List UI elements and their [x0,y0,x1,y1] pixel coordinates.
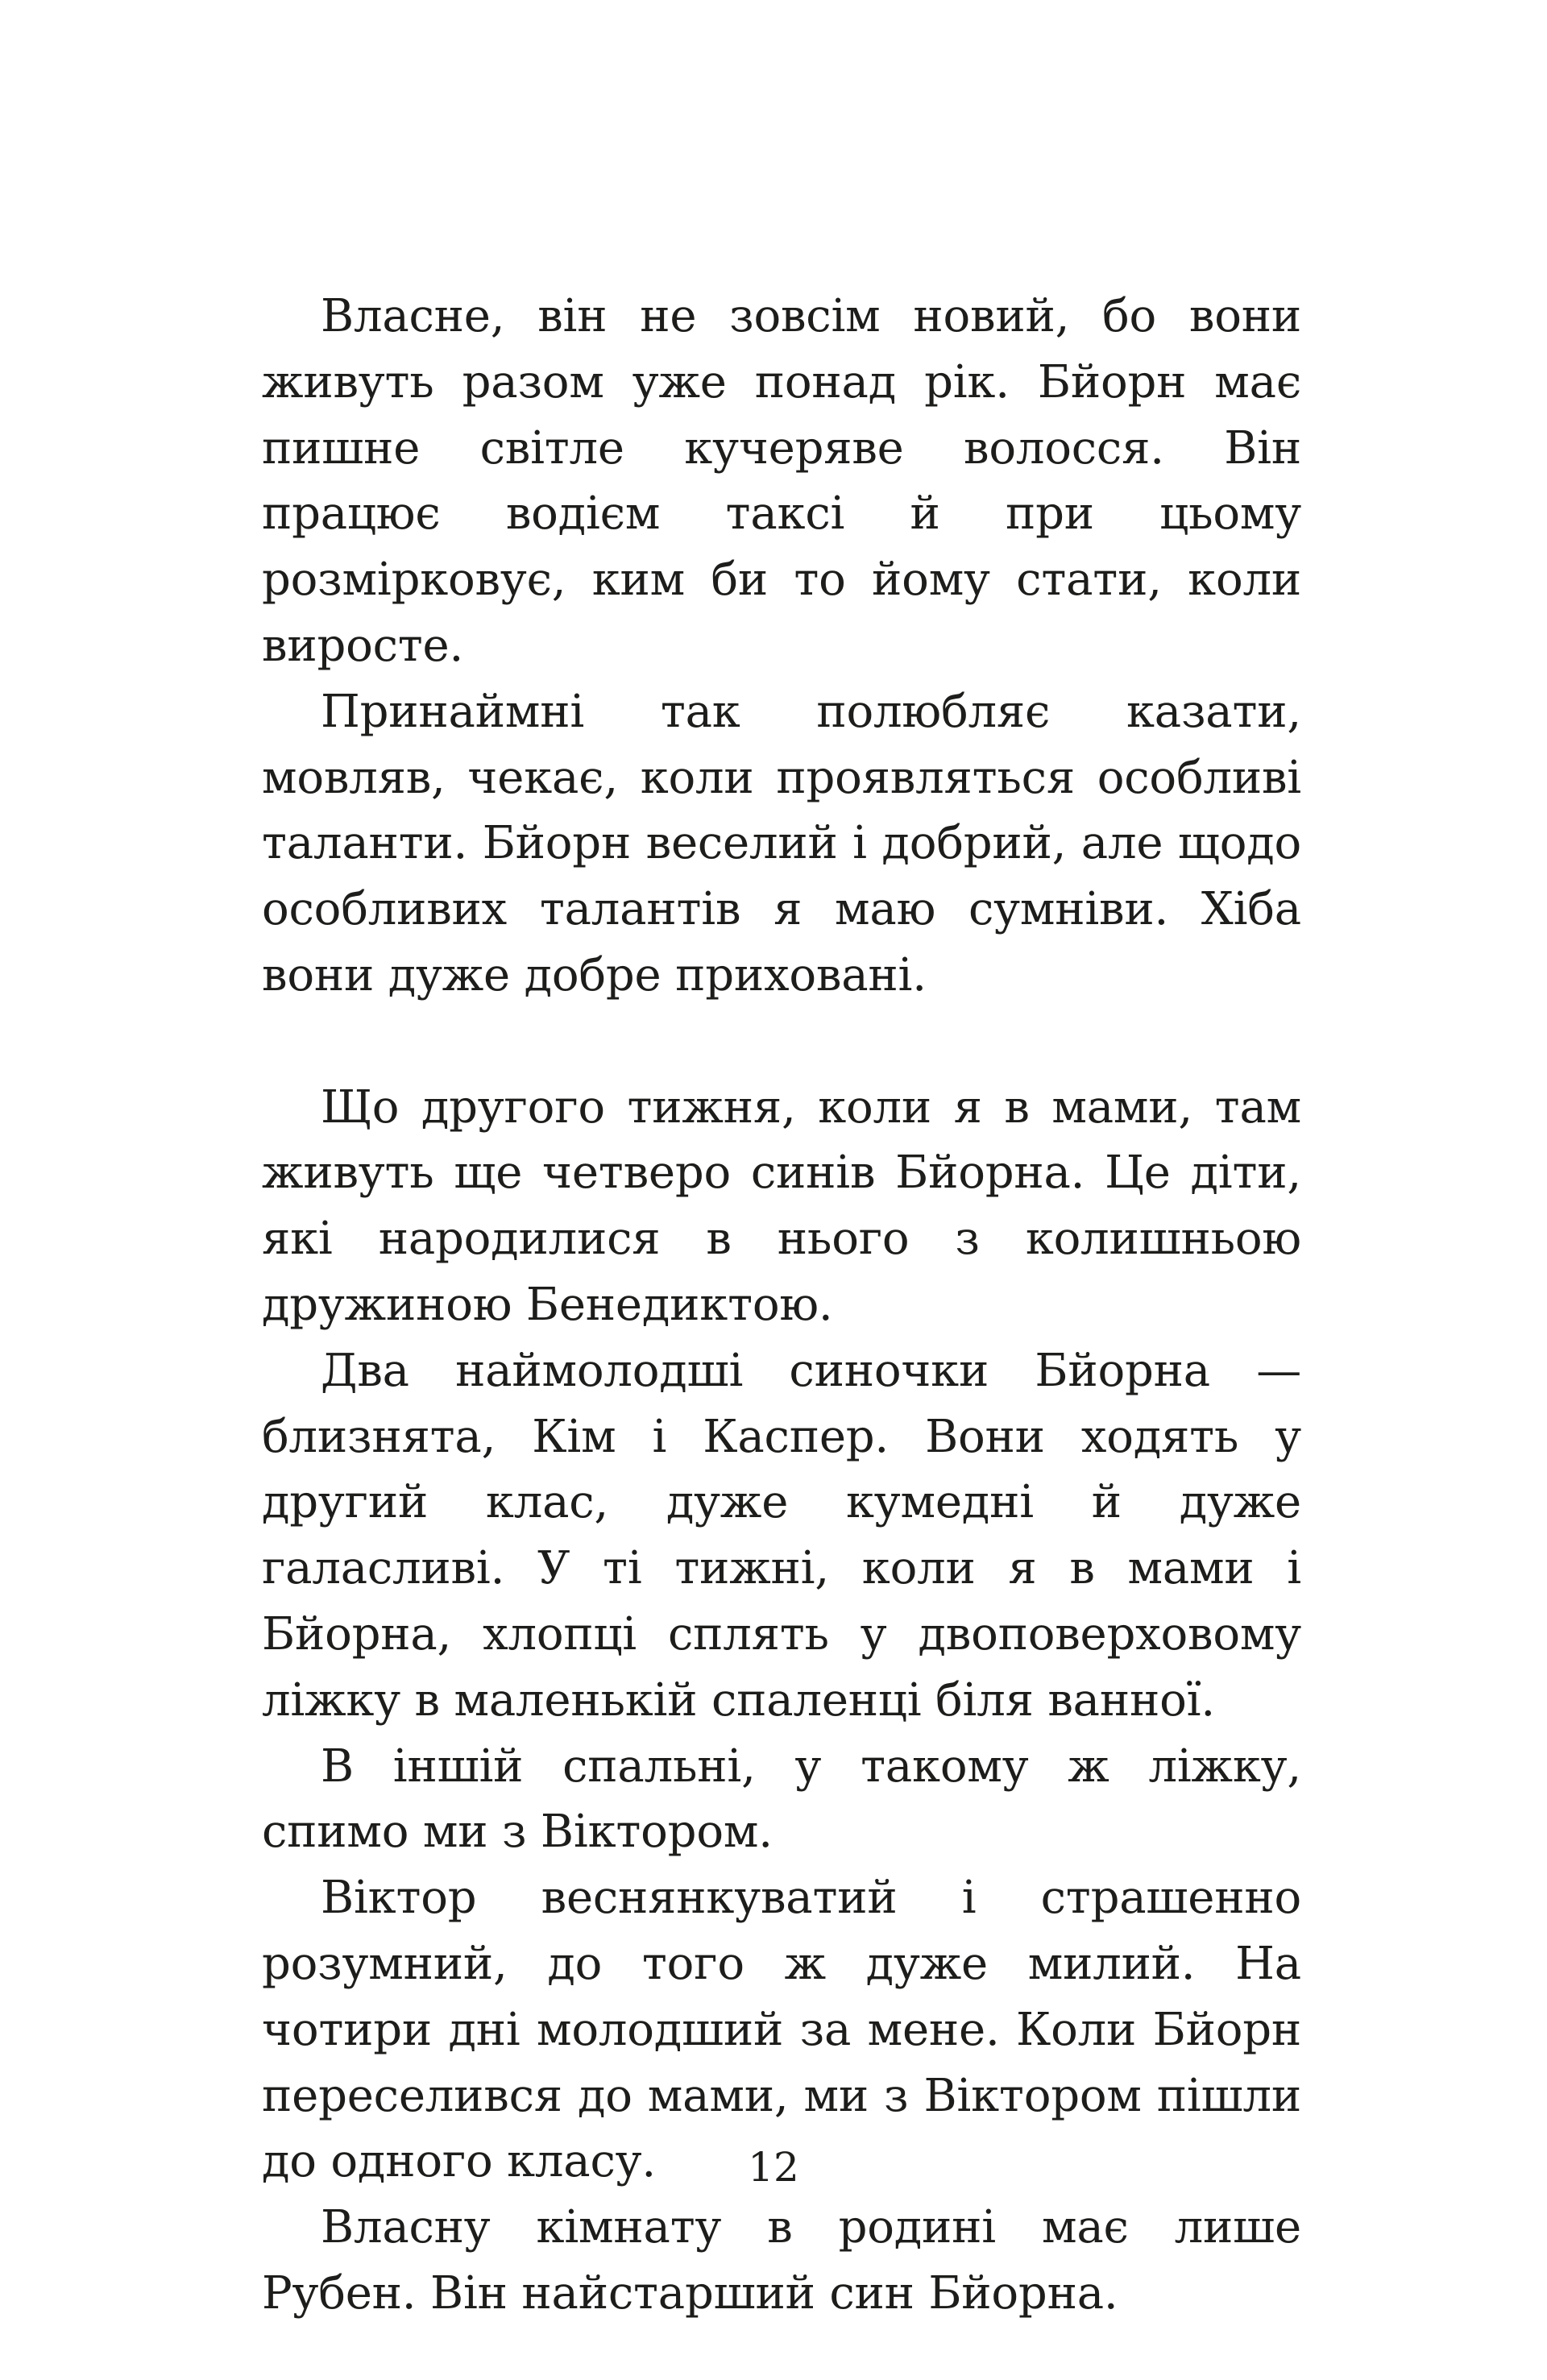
paragraph: Два наймолодші синочки Бйорна — близнята, Кім і Каспер. Вони ходять у другий клас, дуже кумедні й дуже галасливі. У ті тижні, коли я в мами і Бйорна, хлопці сплять у двоповерховому ліжку в маленькій спаленці біля ванної. [262,1344,1301,1727]
body-text [262,284,1301,2327]
paragraph: Віктор веснянкуватий і страшенно розумний, до того ж дуже милий. На чотири дні молодший за мене. Коли Бйорн переселився до мами, ми з Віктором пішли до одного класу. [262,1872,1301,2188]
paragraph: В іншій спальні, у такому ж ліжку, спимо ми з Віктором. [262,1739,1301,1859]
page-number: 12 [748,2144,799,2191]
section-break [262,1009,1301,1075]
paragraph: Власну кімнату в родині має лише Рубен. Він найстарший син Бйорна. [262,2201,1301,2320]
paragraph: Принаймні так полюбляє казати, мовляв, чекає, коли проявляться особливі таланти. Бйорн веселий і добрий, але щодо особливих талантів я маю сумніви. Хіба вони дуже добре приховані. [262,685,1301,1001]
paragraph: Власне, він не зовсім новий, бо вони живуть разом уже понад рік. Бйорн має пишне світле кучеряве волосся. Він працює водієм таксі й при цьому розмірковує, ким би то йому стати, коли виросте. [262,290,1301,672]
paragraph: Що другого тижня, коли я в мами, там живуть ще четверо синів Бйорна. Це діти, які народилися в нього з колишньою дружиною Бенедиктою. [262,1080,1301,1331]
